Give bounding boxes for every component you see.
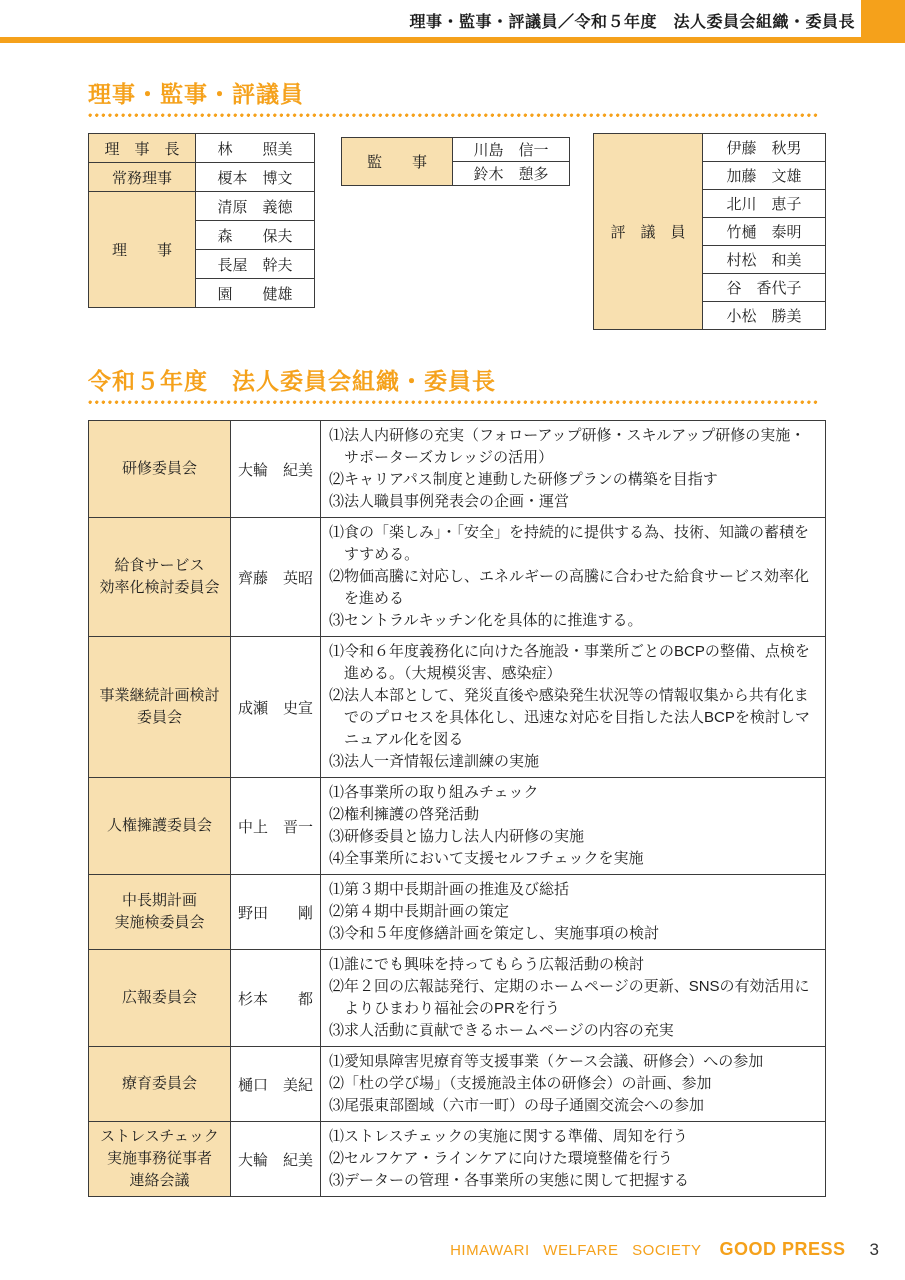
committee-name-line: 連絡会議 bbox=[129, 1172, 190, 1189]
committee-row bbox=[89, 1122, 826, 1197]
page-header-title: 理事・監事・評議員／令和５年度 法人委員会組織・委員長 bbox=[409, 14, 855, 31]
activity-item: ⑴法人内研修の充実（フォローアップ研修・スキルアップ研修の実施・サポーターズカレッジの活用） bbox=[329, 427, 806, 466]
member-name-cell: 北川 恵子 bbox=[703, 190, 826, 218]
activity-item: ⑴第３期中長期計画の推進及び総括 bbox=[329, 881, 570, 898]
activity-item: ⑶法人一斉情報伝達訓練の実施 bbox=[329, 753, 540, 770]
page-footer bbox=[450, 1239, 879, 1260]
member-name-cell: 竹樋 泰明 bbox=[703, 218, 826, 246]
officer-tables-area bbox=[0, 133, 905, 348]
committee-name-cell bbox=[89, 1047, 231, 1122]
position-label-cell: 理 事 bbox=[89, 192, 196, 308]
committee-name-line: ストレスチェック bbox=[100, 1128, 219, 1145]
chair-name-cell: 大輪 紀美 bbox=[231, 421, 321, 518]
committee-name-cell bbox=[89, 875, 231, 950]
activity-item: ⑶セントラルキッチン化を具体的に推進する。 bbox=[329, 612, 643, 629]
committee-name-cell bbox=[89, 637, 231, 778]
activity-item: ⑴ストレスチェックの実施に関する準備、周知を行う bbox=[329, 1128, 688, 1145]
position-label-cell: 監 事 bbox=[342, 138, 453, 186]
auditor-table bbox=[341, 137, 570, 186]
committee-name-line: 効率化検討委員会 bbox=[99, 579, 220, 596]
member-name-cell: 森 保夫 bbox=[196, 221, 315, 250]
committee-name-line: 研修委員会 bbox=[121, 460, 197, 477]
member-name-cell: 清原 義徳 bbox=[196, 192, 315, 221]
activity-item: ⑴令和６年度義務化に向けた各施設・事業所ごとのBCPの整備、点検を進める。（大規模災害、感染症） bbox=[329, 643, 810, 682]
committee-name-cell bbox=[89, 950, 231, 1047]
committee-row bbox=[89, 950, 826, 1047]
activity-item: ⑵物価高騰に対応し、エネルギーの高騰に合わせた給食サービス効率化を進める bbox=[329, 568, 810, 607]
header-accent-bar bbox=[0, 37, 905, 43]
dotted-divider bbox=[88, 113, 819, 118]
committee-row bbox=[89, 875, 826, 950]
member-name-cell: 園 健雄 bbox=[196, 279, 315, 308]
dotted-divider bbox=[88, 400, 819, 405]
member-name-cell: 谷 香代子 bbox=[703, 274, 826, 302]
activity-item: ⑵第４期中長期計画の策定 bbox=[329, 903, 510, 920]
councilor-table bbox=[593, 133, 826, 330]
footer-society-text: HIMAWARI WELFARE SOCIETY bbox=[450, 1242, 702, 1259]
member-name-cell: 榎本 博文 bbox=[196, 163, 315, 192]
activity-item: ⑶データーの管理・各事業所の実態に関して把握する bbox=[329, 1172, 690, 1189]
activity-item: ⑵キャリアパス制度と連動した研修プランの構築を目指す bbox=[329, 471, 718, 488]
activity-item: ⑵年２回の広報誌発行、定期のホームページの更新、SNSの有効活用によりひまわり福祉会のPRを行う bbox=[329, 978, 810, 1017]
committees-section-title: 令和５年度 法人委員会組織・委員長 bbox=[88, 368, 496, 394]
committee-name-cell bbox=[89, 421, 231, 518]
committee-name-line: 中長期計画 bbox=[121, 892, 197, 909]
activity-item: ⑵セルフケア・ラインケアに向けた環境整備を行う bbox=[329, 1150, 673, 1167]
chair-name-cell: 樋口 美紀 bbox=[231, 1047, 321, 1122]
committee-name-line: 委員会 bbox=[136, 709, 182, 726]
activity-item: ⑶法人職員事例発表会の企画・運営 bbox=[329, 493, 570, 510]
committee-name-line: 広報委員会 bbox=[121, 989, 197, 1006]
activities-cell bbox=[321, 778, 826, 875]
committee-row bbox=[89, 421, 826, 518]
committee-row bbox=[89, 778, 826, 875]
member-name-cell: 加藤 文雄 bbox=[703, 162, 826, 190]
committee-name-cell bbox=[89, 778, 231, 875]
committee-name-line: 実施事務従事者 bbox=[106, 1150, 212, 1167]
member-name-cell: 村松 和美 bbox=[703, 246, 826, 274]
committee-name-cell bbox=[89, 518, 231, 637]
committee-name-line: 人権擁護委員会 bbox=[106, 817, 212, 834]
committee-row bbox=[89, 637, 826, 778]
chair-name-cell: 杉本 都 bbox=[231, 950, 321, 1047]
member-name-cell: 小松 勝美 bbox=[703, 302, 826, 330]
member-name-cell: 川島 信一 bbox=[453, 138, 570, 162]
committee-row bbox=[89, 1047, 826, 1122]
activity-item: ⑴誰にでも興味を持ってもらう広報活動の検討 bbox=[329, 956, 645, 973]
activities-cell bbox=[321, 950, 826, 1047]
activity-item: ⑵「杜の学び場」（支援施設主体の研修会）の計画、参加 bbox=[329, 1075, 712, 1092]
activity-item: ⑷全事業所において支援セルフチェックを実施 bbox=[329, 850, 644, 867]
activity-item: ⑶尾張東部圏域（六市一町）の母子通園交流会への参加 bbox=[329, 1097, 705, 1114]
chair-name-cell: 野田 剛 bbox=[231, 875, 321, 950]
activity-item: ⑶研修委員と協力し法人内研修の実施 bbox=[329, 828, 585, 845]
page-number: 3 bbox=[869, 1240, 879, 1259]
position-label-cell: 常務理事 bbox=[89, 163, 196, 192]
member-name-cell: 長屋 幹夫 bbox=[196, 250, 315, 279]
chair-name-cell: 大輪 紀美 bbox=[231, 1122, 321, 1197]
committee-name-line: 事業継続計画検討 bbox=[99, 687, 220, 704]
committees-table bbox=[88, 420, 826, 1197]
activity-item: ⑶求人活動に貢献できるホームページの内容の充実 bbox=[329, 1022, 674, 1039]
chair-name-cell: 齊藤 英昭 bbox=[231, 518, 321, 637]
activities-cell bbox=[321, 421, 826, 518]
activities-cell bbox=[321, 518, 826, 637]
activities-cell bbox=[321, 1047, 826, 1122]
committee-name-cell bbox=[89, 1122, 231, 1197]
activity-item: ⑴愛知県障害児療育等支援事業（ケース会議、研修会）への参加 bbox=[329, 1053, 764, 1070]
activity-item: ⑴各事業所の取り組みチェック bbox=[329, 784, 539, 801]
member-name-cell: 林 照美 bbox=[196, 134, 315, 163]
committee-name-line: 実施検委員会 bbox=[114, 914, 205, 931]
position-label-cell: 理 事 長 bbox=[89, 134, 196, 163]
activity-item: ⑵法人本部として、発災直後や感染発生状況等の情報収集から共有化までのプロセスを具体化し、迅速な対応を目指した法人BCPを検討しマニュアル化を図る bbox=[329, 687, 810, 748]
committee-row bbox=[89, 518, 826, 637]
activities-cell bbox=[321, 875, 826, 950]
activity-item: ⑵権利擁護の啓発活動 bbox=[329, 806, 480, 823]
activity-item: ⑶令和５年度修繕計画を策定し、実施事項の検討 bbox=[329, 925, 660, 942]
officers-section-title: 理事・監事・評議員 bbox=[88, 81, 304, 107]
position-label-cell: 評 議 員 bbox=[594, 134, 703, 330]
member-name-cell: 鈴木 憩多 bbox=[453, 162, 570, 186]
chair-name-cell: 成瀬 史宣 bbox=[231, 637, 321, 778]
footer-brand-text: GOOD PRESS bbox=[719, 1239, 846, 1259]
committee-name-line: 給食サービス bbox=[114, 557, 205, 574]
member-name-cell: 伊藤 秋男 bbox=[703, 134, 826, 162]
chair-name-cell: 中上 晋一 bbox=[231, 778, 321, 875]
committee-name-line: 療育委員会 bbox=[121, 1075, 197, 1092]
activities-cell bbox=[321, 1122, 826, 1197]
activities-cell bbox=[321, 637, 826, 778]
board-table bbox=[88, 133, 315, 308]
activity-item: ⑴食の「楽しみ」・「安全」を持続的に提供する為、技術、知識の蓄積をすすめる。 bbox=[329, 524, 810, 563]
